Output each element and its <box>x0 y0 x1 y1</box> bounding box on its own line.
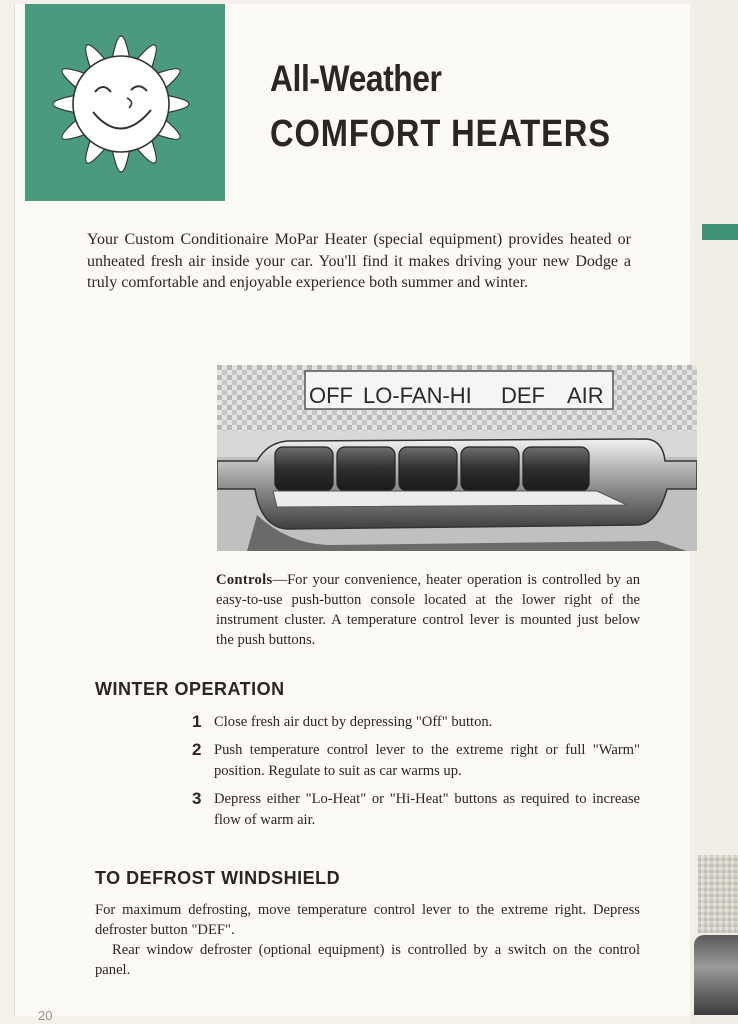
title-line-2: COMFORT HEATERS <box>270 113 611 155</box>
label-air: AIR <box>567 383 604 408</box>
caption-text: —For your convenience, heater operation is controlled by an easy-to-use push-button console located at the lower right of the instrument cluster. A temperature control lever is mounted just below the push buttons. <box>216 572 640 648</box>
step-number: 2 <box>192 740 202 759</box>
label-lo-fan-hi: LO-FAN-HI <box>363 383 472 408</box>
smiling-sun-icon <box>25 4 225 201</box>
winter-operation-heading: WINTER OPERATION <box>95 679 285 699</box>
winter-steps-list <box>190 712 640 838</box>
step-number: 1 <box>192 712 202 731</box>
sun-emblem <box>25 4 225 201</box>
step-number: 3 <box>192 789 202 808</box>
defrost-paragraph-2: Rear window defroster (optional equipment) is controlled by a switch on the control panel. <box>95 942 640 978</box>
next-page-chrome-fragment <box>694 935 738 1015</box>
list-item <box>190 789 640 831</box>
list-item <box>190 740 640 782</box>
label-def: DEF <box>501 383 545 408</box>
defrost-paragraph-1: For maximum defrosting, move temperature control lever to the extreme right. Depress defroster button "DEF". <box>95 902 640 938</box>
caption-lead: Controls <box>216 572 273 588</box>
page-title <box>270 58 611 156</box>
step-text: Close fresh air duct by depressing "Off" button. <box>214 714 493 730</box>
defrost-heading: TO DEFROST WINDSHIELD <box>95 868 341 888</box>
intro-paragraph: Your Custom Conditionaire MoPar Heater (special equipment) provides heated or unheated fresh air inside your car. You'll find it makes driving your new Dodge a truly comfortable and enjoyable experience both summer and winter. <box>87 231 631 291</box>
step-text: Depress either "Lo-Heat" or "Hi-Heat" buttons as required to increase flow of warm air. <box>214 791 640 828</box>
next-page-green-tab <box>702 224 738 240</box>
step-text: Push temperature control lever to the extreme right or full "Warm" position. Regulate to suit as car warms up. <box>214 742 640 779</box>
title-line-1: All-Weather <box>270 58 442 99</box>
list-item <box>190 712 640 733</box>
page-number: 20 <box>38 1008 53 1023</box>
heater-controls-illustration <box>217 365 697 551</box>
label-off: OFF <box>309 383 353 408</box>
controls-caption <box>216 570 640 650</box>
defrost-section <box>95 900 640 980</box>
next-page-illustration-fragment <box>698 855 738 933</box>
